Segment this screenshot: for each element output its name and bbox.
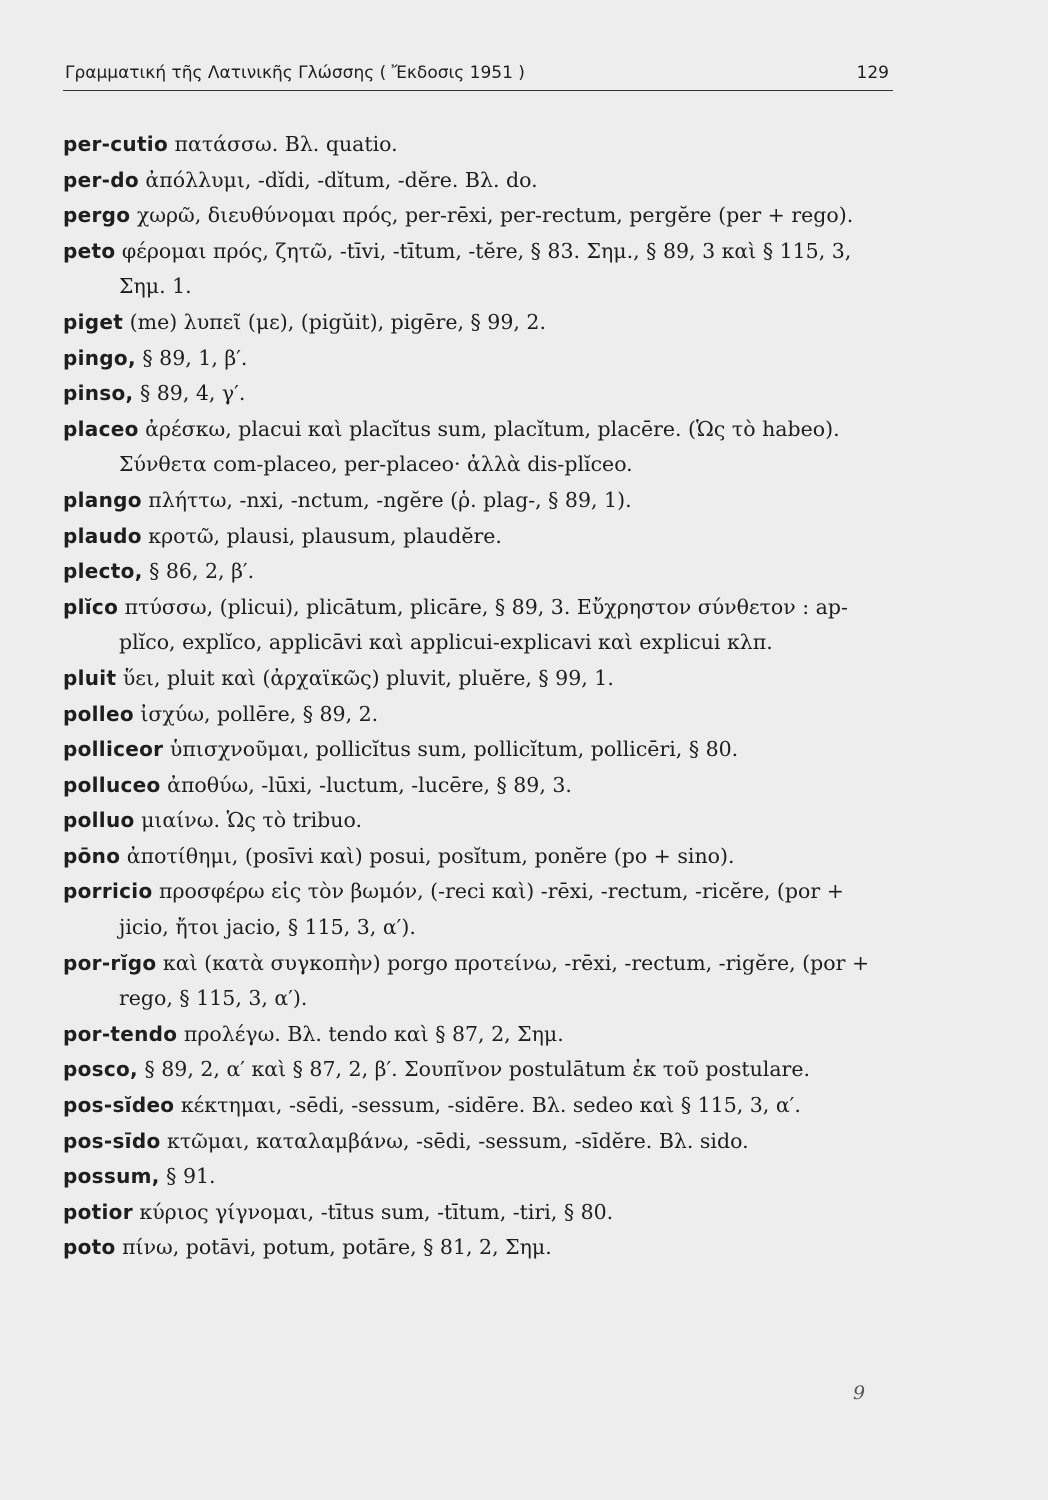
entry-text: ἀποθύω, -lūxi, -luctum, -lucēre, § 89, 3. <box>160 772 572 797</box>
entry-headword: plango <box>63 487 142 512</box>
entry-text: χωρῶ, διευθύνομαι πρός, per-rēxi, per-rectum, pergĕre (per + rego). <box>130 203 854 228</box>
list-item <box>63 768 898 804</box>
list-item <box>63 697 898 733</box>
entry-text: φέρομαι πρός, ζητῶ, -tīvi, -tītum, -tĕre, § 83. Σημ., § 89, 3 καὶ § 115, 3, Σημ. 1. <box>115 238 852 299</box>
entry-headword: poto <box>63 1235 116 1260</box>
entry-headword: porricio <box>63 879 153 904</box>
entry-headword: per-cutio <box>63 132 168 156</box>
list-item <box>63 1230 898 1266</box>
list-item <box>63 839 898 875</box>
entry-headword: pergo <box>63 203 131 228</box>
entry-text: ἀποτίθημι, (posīvi καὶ) posui, posĭtum, ponĕre (po + sino). <box>120 843 735 868</box>
entry-headword: plĭco <box>63 594 119 619</box>
entry-text: (me) λυπεῖ (με), (pigŭit), pigēre, § 99, 2. <box>123 309 546 334</box>
list-item <box>63 412 898 483</box>
list-item <box>63 519 898 555</box>
entry-headword: plaudo <box>63 523 142 548</box>
list-item <box>63 803 898 839</box>
entry-text: πίνω, potāvi, potum, potāre, § 81, 2, Σημ. <box>115 1235 552 1260</box>
entry-headword: pingo, <box>63 345 136 370</box>
entry-text: ἰσχύω, pollēre, § 89, 2. <box>133 701 379 726</box>
list-item <box>63 1195 898 1231</box>
list-item <box>63 234 898 305</box>
list-item <box>63 198 898 234</box>
list-item <box>63 732 898 768</box>
entry-headword: potior <box>63 1199 133 1224</box>
entry-headword: polleo <box>63 701 134 726</box>
entry-headword: posco, <box>63 1057 138 1082</box>
entry-text: κροτῶ, plausi, plausum, plaudĕre. <box>141 523 502 548</box>
book-title: Γραμματική τῆς Λατινικῆς Γλώσσης ( Ἔκδοσις 1951 ) <box>65 63 525 83</box>
entry-headword: pōno <box>63 843 121 868</box>
list-item <box>63 1052 898 1088</box>
entry-headword: pos-sĭdeo <box>63 1093 175 1118</box>
entry-text: προσφέρω εἰς τὸν βωμόν, (-reci καὶ) -rēxi, -rectum, -ricĕre, (por + jicio, ἤτοι jacio, § 115, 3, α′). <box>119 879 844 940</box>
list-item <box>63 1159 898 1195</box>
list-item <box>63 376 898 412</box>
list-item <box>63 163 898 199</box>
entry-text: πλήττω, -nxi, -nctum, -ngĕre (ῥ. plag-, § 89, 1). <box>141 487 632 512</box>
entry-text: § 89, 1, β′. <box>135 345 248 370</box>
page-number: 129 <box>856 63 889 83</box>
signature-mark: 9 <box>853 1382 866 1404</box>
entry-headword: polluo <box>63 808 135 833</box>
list-item <box>63 1124 898 1160</box>
list-item <box>63 127 898 163</box>
entry-text: καὶ (κατὰ συγκοπὴν) porgo προτείνω, -rēxi, -rectum, -rigĕre, (por + rego, § 115, 3, α′). <box>119 950 870 1011</box>
entry-text: προλέγω. Βλ. tendo καὶ § 87, 2, Σημ. <box>177 1021 564 1046</box>
list-item <box>63 554 898 590</box>
list-item <box>63 483 898 519</box>
entry-text: πτύσσω, (plicui), plicātum, plicāre, § 89, 3. Εὔχρηστον σύνθετον : ap-plĭco, explĭco, applicāvi καὶ applicui-explicavi καὶ explicui κλπ. <box>118 594 848 655</box>
list-item <box>63 661 898 697</box>
entry-text: ὕει, pluit καὶ (ἀρχαϊκῶς) pluvit, pluĕre, § 99, 1. <box>116 665 614 690</box>
entry-text: πατάσσω. Βλ. quatio. <box>168 132 398 156</box>
list-item <box>63 946 898 1017</box>
list-item <box>63 1088 898 1124</box>
entry-headword: pluit <box>63 665 117 690</box>
entry-text: ὑπισχνοῦμαι, pollicĭtus sum, pollicĭtum, pollicēri, § 80. <box>163 737 739 762</box>
list-item <box>63 341 898 377</box>
entry-headword: por-tendo <box>63 1021 178 1046</box>
entry-headword: placeo <box>63 416 139 441</box>
entry-headword: polliceor <box>63 737 164 762</box>
entry-headword: plecto, <box>63 559 143 584</box>
list-item <box>63 305 898 341</box>
entry-text: κτῶμαι, καταλαμβάνω, -sēdi, -sessum, -sīdĕre. Βλ. sido. <box>160 1128 749 1153</box>
entry-text: κέκτημαι, -sēdi, -sessum, -sidēre. Βλ. sedeo καὶ § 115, 3, α′. <box>174 1093 801 1118</box>
entry-text: ἀπόλλυμι, -dĭdi, -dĭtum, -dĕre. Βλ. do. <box>138 167 538 192</box>
dictionary-entries <box>63 127 898 1266</box>
entry-headword: por-rĭgo <box>63 950 157 975</box>
list-item <box>63 874 898 945</box>
running-header <box>63 60 893 91</box>
entry-headword: pos-sīdo <box>63 1128 161 1153</box>
entry-headword: per-do <box>63 167 139 192</box>
entry-text: κύριος γίγνομαι, -tītus sum, -tītum, -tiri, § 80. <box>132 1199 614 1224</box>
entry-headword: peto <box>63 238 116 263</box>
list-item <box>63 1017 898 1053</box>
entry-text: μιαίνω. Ὡς τὸ tribuo. <box>134 808 362 833</box>
entry-headword: possum, <box>63 1164 160 1189</box>
entry-headword: piget <box>63 309 124 334</box>
entry-headword: polluceo <box>63 772 161 797</box>
entry-text: § 91. <box>159 1164 216 1189</box>
entry-text: ἀρέσκω, placui καὶ placĭtus sum, placĭtum, placēre. (Ὡς τὸ habeo). Σύνθετα com-placeo, per-placeo· ἀλλὰ dis-plĭceo. <box>119 416 840 477</box>
entry-text: § 89, 4, γ′. <box>133 381 246 406</box>
entry-text: § 86, 2, β′. <box>142 559 255 584</box>
entry-headword: pinso, <box>63 381 134 406</box>
list-item <box>63 590 898 661</box>
entry-text: § 89, 2, α′ καὶ § 87, 2, β′. Σουπῖνον postulātum ἐκ τοῦ postulare. <box>137 1057 811 1082</box>
